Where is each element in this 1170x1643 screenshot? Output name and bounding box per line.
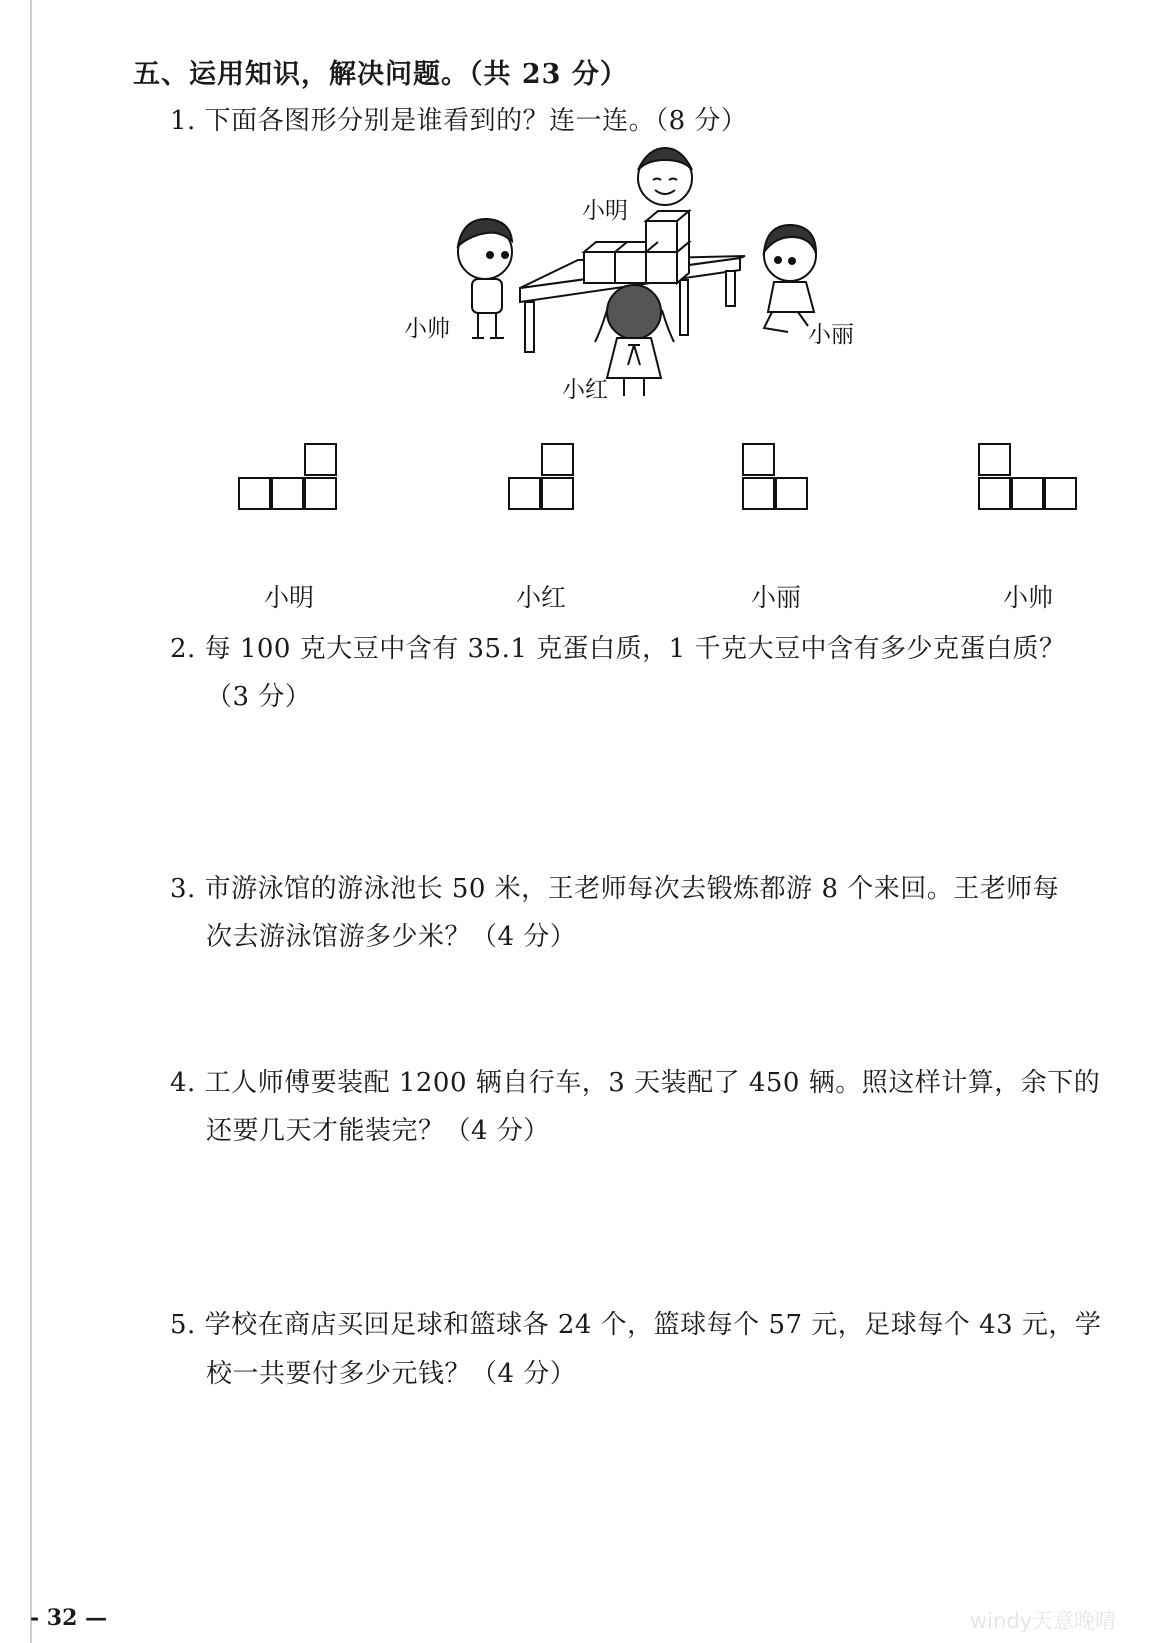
child-xiaoli xyxy=(764,225,816,332)
label-xiaoshuai: 小帅 xyxy=(404,316,450,342)
label-xiaoli: 小丽 xyxy=(808,322,854,348)
question-2-line-2: （3 分） xyxy=(206,682,312,712)
question-4-line-2: 还要几天才能装完？（4 分） xyxy=(206,1116,550,1146)
name-label-xiaoming: 小明 xyxy=(264,583,315,612)
table-leg xyxy=(726,271,735,306)
watermark: windy天意晚晴 xyxy=(970,1609,1117,1633)
child-xiaoshuai xyxy=(458,219,512,338)
page-number: - 32 — xyxy=(30,1605,108,1631)
question-3-line-2: 次去游泳馆游多少米？（4 分） xyxy=(206,922,577,952)
child-xiaoming xyxy=(638,148,692,205)
name-label-xiaohong: 小红 xyxy=(516,583,567,612)
question-1: 1. 下面各图形分别是谁看到的？连一连。（8 分） xyxy=(170,106,748,136)
question-5-line-2: 校一共要付多少元钱？（4 分） xyxy=(206,1359,577,1389)
table-leg xyxy=(680,280,688,335)
label-xiaohong: 小红 xyxy=(562,377,608,403)
view-shape-c xyxy=(742,443,814,513)
page-edge-line xyxy=(30,0,32,1643)
view-shape-b xyxy=(508,443,580,513)
question-5-line-1: 5. 学校在商店买回足球和篮球各 24 个，篮球每个 57 元，足球每个 43 元，学 xyxy=(170,1310,1102,1340)
question-3-line-1: 3. 市游泳馆的游泳池长 50 米，王老师每次去锻炼都游 8 个来回。王老师每 xyxy=(170,874,1060,904)
cube xyxy=(615,252,646,283)
question-4-line-1: 4. 工人师傅要装配 1200 辆自行车，3 天装配了 450 辆。照这样计算，余下的 xyxy=(170,1068,1101,1098)
name-label-xiaoli: 小丽 xyxy=(751,583,802,612)
view-shape-d xyxy=(978,443,1083,513)
question-2-line-1: 2. 每 100 克大豆中含有 35.1 克蛋白质，1 千克大豆中含有多少克蛋白质？ xyxy=(170,634,1066,664)
name-label-xiaoshuai: 小帅 xyxy=(1003,583,1054,612)
view-shape-a xyxy=(238,443,343,513)
section-heading: 五、运用知识，解决问题。（共 23 分） xyxy=(133,59,628,90)
cube xyxy=(584,252,615,283)
cubes-table-illustration xyxy=(400,140,880,420)
label-xiaoming: 小明 xyxy=(582,198,628,224)
cube xyxy=(646,252,677,283)
table-leg xyxy=(525,302,534,352)
